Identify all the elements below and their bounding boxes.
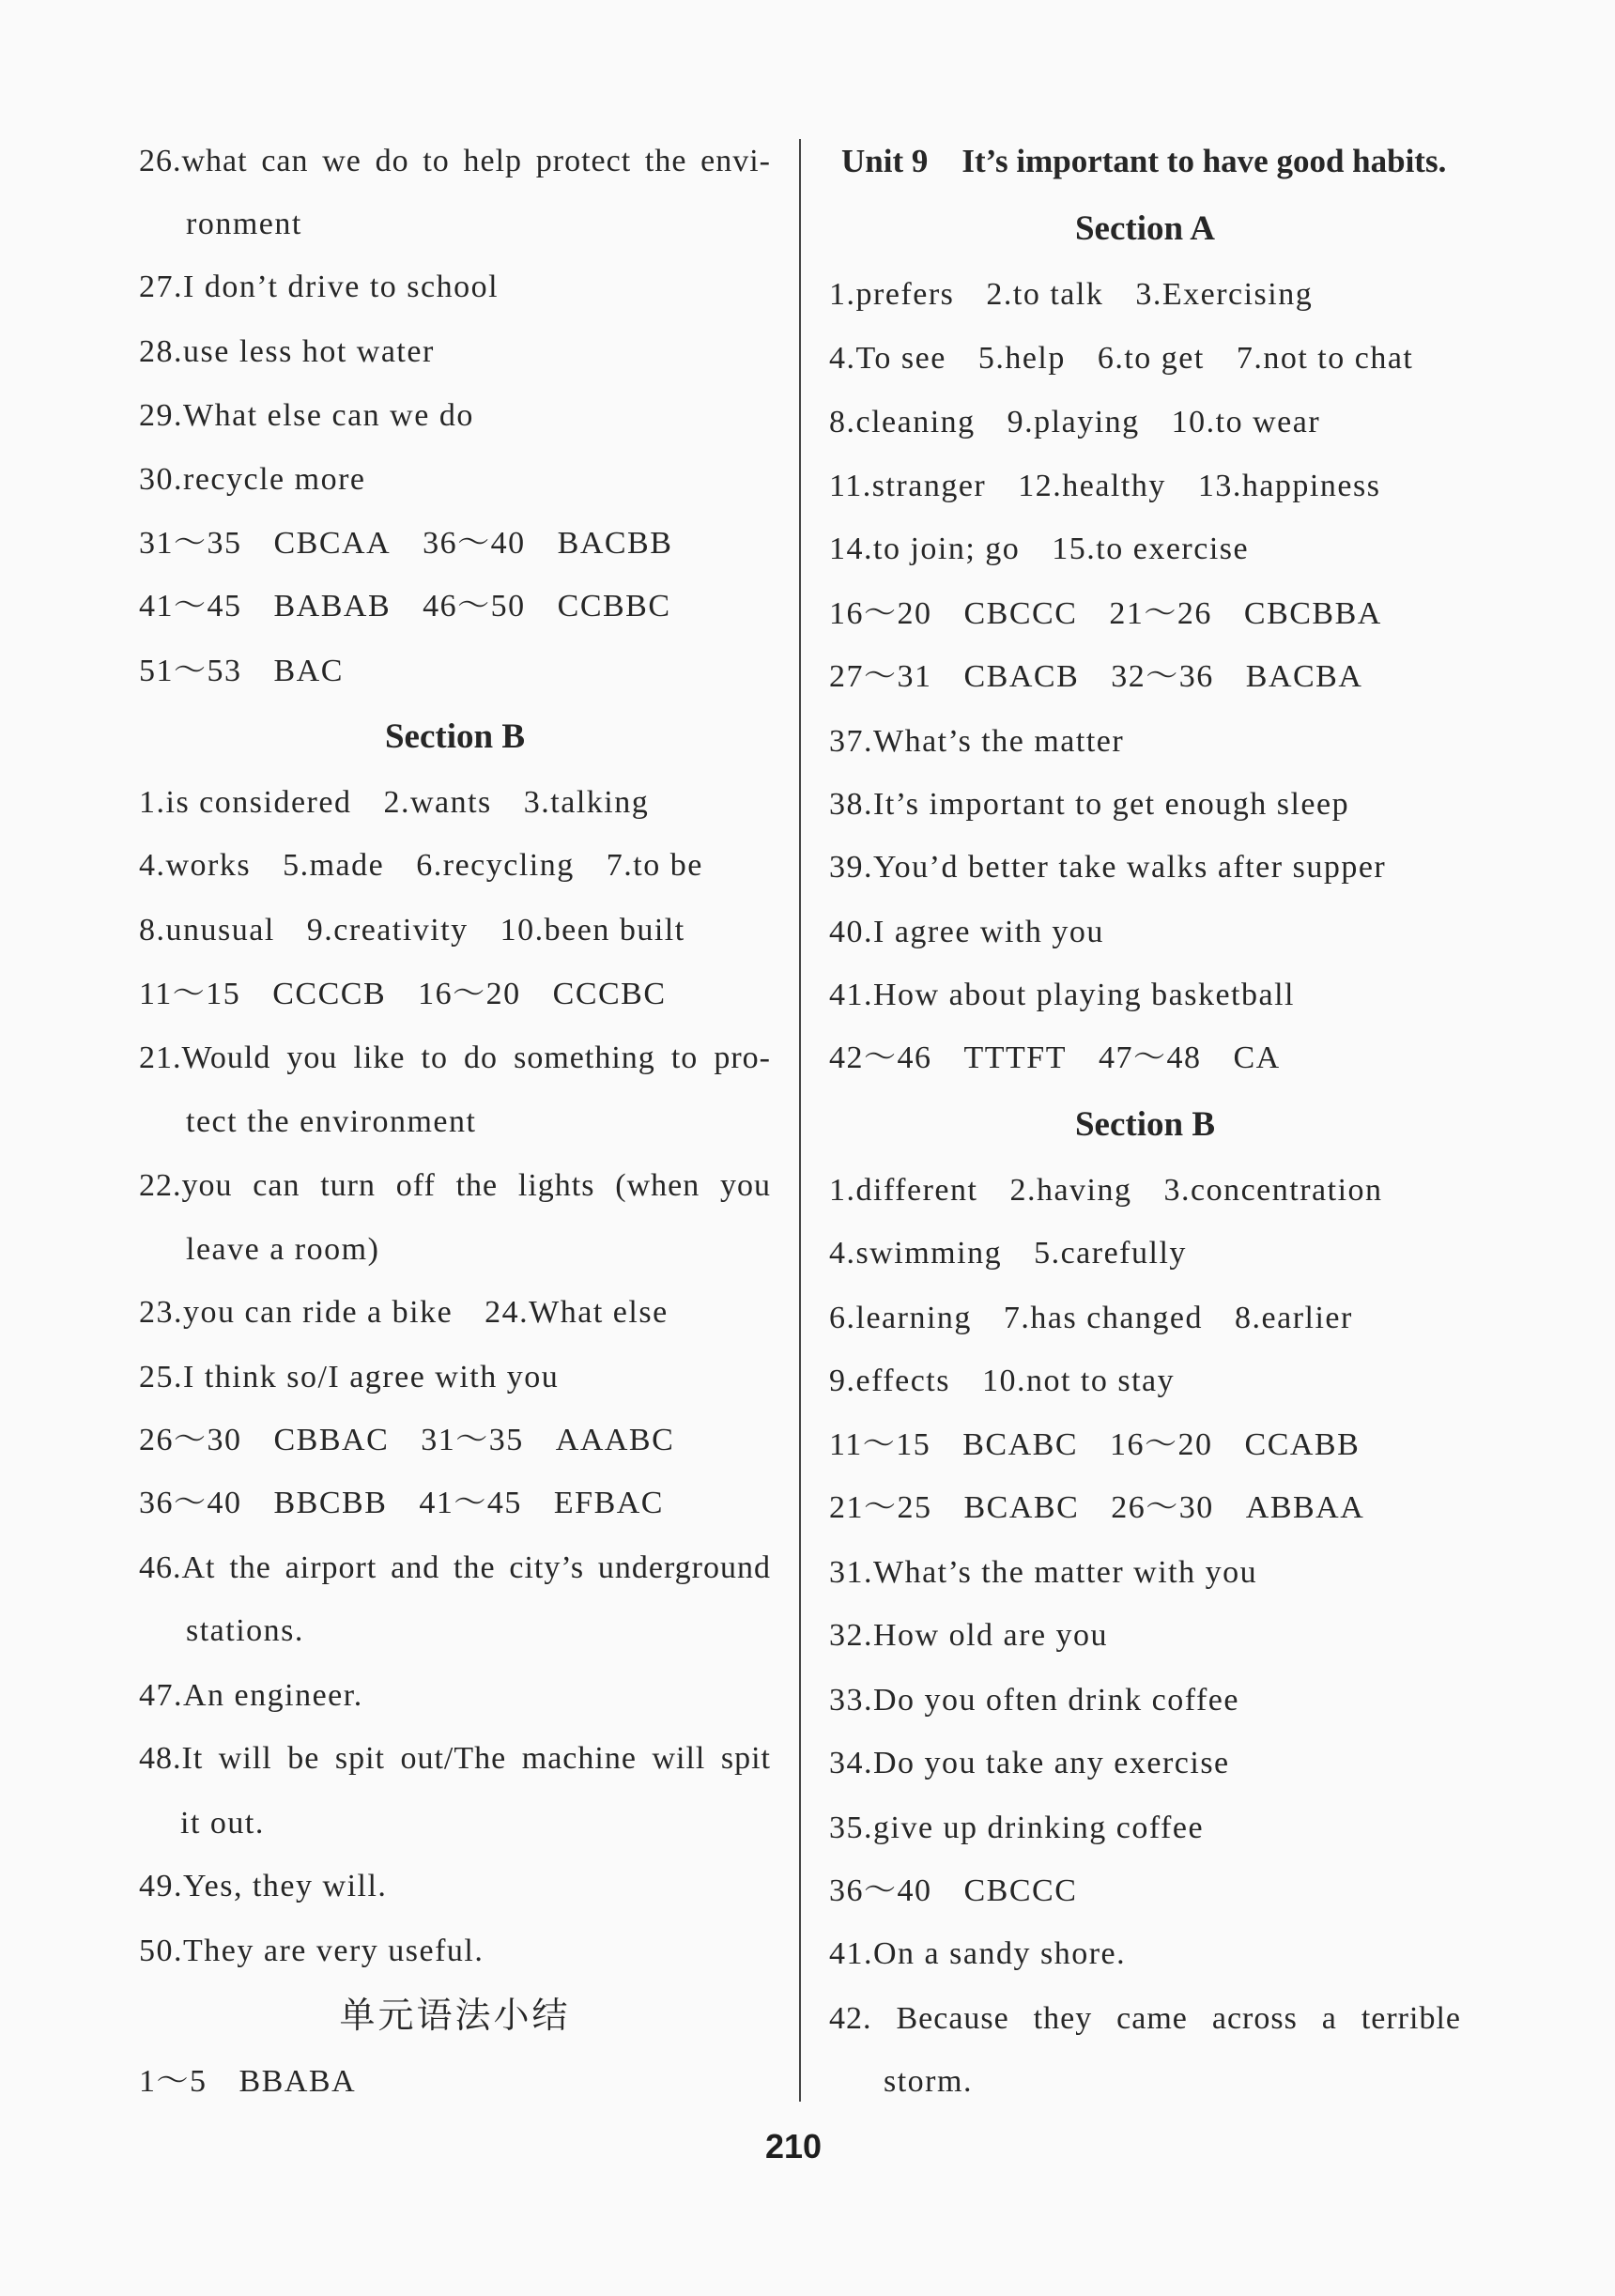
answer-line xyxy=(139,910,685,951)
answer-item: 8.cleaning xyxy=(829,405,976,439)
answer-line xyxy=(829,1998,1461,2040)
answer-item: 1.different xyxy=(829,1173,978,1208)
answer-line xyxy=(139,1738,771,1780)
answer-item: 15.to exercise xyxy=(1052,532,1250,566)
answer-line xyxy=(829,529,1249,570)
answer-item: 11.stranger xyxy=(829,469,987,503)
answer-line xyxy=(829,338,1413,379)
answer-line xyxy=(139,1420,674,1461)
answer-letters: CCABB xyxy=(1244,1427,1361,1462)
question-range: 41～45 xyxy=(419,1486,522,1520)
answer-item: 1.is considered xyxy=(139,785,352,820)
answer-line xyxy=(829,975,1295,1016)
answer-item: 3.Exercising xyxy=(1135,277,1314,312)
answer-letters: CBACB xyxy=(963,659,1080,694)
answer-line xyxy=(139,845,703,886)
answer-item: 9.creativity xyxy=(306,913,469,948)
question-range: 47～48 xyxy=(1098,1040,1202,1075)
answer-item: 9.playing xyxy=(1007,405,1140,439)
answer-line xyxy=(829,784,1349,825)
answer-item: 7.not to chat xyxy=(1236,341,1414,376)
answer-letters: BABAB xyxy=(273,589,392,624)
unit-title-text: It’s important to have good habits. xyxy=(961,143,1447,179)
answer-letters: BAC xyxy=(273,654,344,688)
answer-item: 7.to be xyxy=(606,848,703,883)
answer-line xyxy=(139,974,667,1015)
answer-item: 29.What else can we do xyxy=(139,398,474,433)
question-range: 11～15 xyxy=(139,977,241,1011)
answer-letters: BCABC xyxy=(963,1490,1080,1525)
question-range: 16～20 xyxy=(418,977,521,1011)
answer-line xyxy=(139,523,672,564)
answer-line xyxy=(139,1292,669,1333)
answer-item: 35.give up drinking coffee xyxy=(829,1811,1205,1845)
answer-line xyxy=(186,1102,476,1143)
answer-item: 3.concentration xyxy=(1163,1173,1383,1208)
answer-letters: CBCCC xyxy=(963,1873,1078,1908)
answer-item: ronment xyxy=(186,207,302,241)
answer-item: 10.been built xyxy=(500,913,685,948)
page-number: 210 xyxy=(764,2127,823,2165)
answer-letters: AAABC xyxy=(555,1423,675,1457)
answer-line xyxy=(829,1808,1204,1849)
answer-item: 6.recycling xyxy=(416,848,575,883)
answer-item: 10.not to stay xyxy=(981,1364,1176,1398)
section-heading: Section B xyxy=(1074,1105,1216,1144)
right-column xyxy=(829,0,1461,2296)
answer-item: 41.On a sandy shore. xyxy=(829,1936,1127,1971)
answer-letters: BCABC xyxy=(962,1427,1079,1462)
question-range: 36～40 xyxy=(829,1873,932,1908)
answer-line xyxy=(139,267,499,308)
answer-item: 6.learning xyxy=(829,1301,972,1335)
answer-line xyxy=(829,1298,1353,1339)
answer-line xyxy=(829,1934,1126,1975)
answer-item: 3.talking xyxy=(523,785,650,820)
answer-line xyxy=(829,1871,1077,1912)
answer-line xyxy=(139,586,671,627)
answer-line xyxy=(829,1170,1383,1211)
answer-item: tect the environment xyxy=(186,1104,477,1139)
answer-item: 32.How old are you xyxy=(829,1618,1109,1653)
answer-line xyxy=(829,912,1104,953)
answer-item: 6.to get xyxy=(1097,341,1205,376)
answer-letters: BBABA xyxy=(238,2064,357,2099)
answer-item: 42. Because they came across a terrible xyxy=(829,2001,1461,2036)
answer-letters: CBCAA xyxy=(273,526,392,561)
question-range: 16～20 xyxy=(1110,1427,1213,1462)
question-range: 36～40 xyxy=(423,526,526,561)
answer-item: 4.To see xyxy=(829,341,946,376)
answer-letters: BBCBB xyxy=(273,1486,388,1520)
answer-line xyxy=(829,1680,1239,1721)
answer-letters: BACBA xyxy=(1245,659,1363,694)
answer-line xyxy=(829,1233,1187,1274)
answer-item: 12.healthy xyxy=(1018,469,1166,503)
answer-item: 10.to wear xyxy=(1171,405,1321,439)
answer-line xyxy=(829,1361,1175,1402)
grammar-summary-heading: 单元语法小结 xyxy=(339,1996,571,2036)
answer-line xyxy=(829,466,1380,507)
answer-line xyxy=(829,721,1124,763)
answer-line xyxy=(829,1038,1281,1079)
answer-line xyxy=(829,656,1362,698)
answer-letters: ABBAA xyxy=(1245,1490,1365,1525)
question-range: 31～35 xyxy=(421,1423,524,1457)
left-column xyxy=(139,0,771,2296)
answer-line xyxy=(829,847,1386,888)
answer-item: 2.to talk xyxy=(986,277,1104,312)
answer-item: storm. xyxy=(884,2064,973,2099)
answer-line xyxy=(829,1615,1108,1657)
answer-line xyxy=(829,1743,1230,1784)
answer-letters: CCCBC xyxy=(552,977,667,1011)
answer-letters: CBCCC xyxy=(963,596,1078,631)
answer-item: 50.They are very useful. xyxy=(139,1934,484,1968)
question-range: 42～46 xyxy=(829,1040,932,1075)
answer-line xyxy=(829,274,1313,316)
answer-letters: CA xyxy=(1233,1040,1281,1075)
question-range: 21～25 xyxy=(829,1490,932,1525)
section-heading: Section B xyxy=(384,717,526,756)
answer-line xyxy=(139,1548,771,1589)
answer-item: 13.happiness xyxy=(1197,469,1381,503)
answer-item: 30.recycle more xyxy=(139,462,366,497)
answer-item: 7.has changed xyxy=(1003,1301,1204,1335)
answer-item: 1.prefers xyxy=(829,277,955,312)
answer-line xyxy=(139,331,435,373)
answer-item: 8.unusual xyxy=(139,913,275,948)
answer-item: 8.earlier xyxy=(1235,1301,1353,1335)
answer-item: 27.I don’t drive to school xyxy=(139,270,500,304)
column-divider xyxy=(799,139,801,2102)
answer-item: 28.use less hot water xyxy=(139,334,435,369)
answer-line xyxy=(829,1425,1360,1466)
answer-item: 25.I think so/I agree with you xyxy=(139,1360,560,1395)
answer-line xyxy=(139,1038,771,1079)
answer-letters: CCCCB xyxy=(272,977,387,1011)
question-range: 51～53 xyxy=(139,654,242,688)
answer-item: 31.What’s the matter with you xyxy=(829,1555,1258,1590)
question-range: 31～35 xyxy=(139,526,242,561)
answer-item: 5.help xyxy=(977,341,1066,376)
answer-item: leave a room) xyxy=(186,1232,380,1267)
question-range: 26～30 xyxy=(1111,1490,1214,1525)
answer-item: 4.works xyxy=(139,848,252,883)
question-range: 1～5 xyxy=(139,2064,208,2099)
answer-item: 38.It’s important to get enough sleep xyxy=(829,787,1350,822)
answer-item: 14.to join; go xyxy=(829,532,1021,566)
answer-item: 47.An engineer. xyxy=(139,1678,363,1713)
answer-line xyxy=(139,782,649,824)
answer-line xyxy=(139,1165,771,1207)
question-range: 26～30 xyxy=(139,1423,242,1457)
answer-line xyxy=(829,1552,1257,1594)
answer-item: 40.I agree with you xyxy=(829,915,1104,949)
answer-line xyxy=(139,1483,664,1524)
answer-item: 2.wants xyxy=(383,785,492,820)
question-range: 16～20 xyxy=(829,596,932,631)
question-range: 46～50 xyxy=(423,589,526,624)
answer-line xyxy=(829,1487,1364,1529)
answer-line xyxy=(139,2061,356,2103)
answer-letters: CBCBBA xyxy=(1243,596,1382,631)
answer-item: 39.You’d better take walks after supper xyxy=(829,850,1387,885)
question-range: 21～26 xyxy=(1109,596,1212,631)
section-heading: Section A xyxy=(1074,209,1216,248)
answer-item: 9.effects xyxy=(829,1364,950,1398)
answer-item: 21.Would you like to do something to pro- xyxy=(139,1040,771,1075)
answer-item: 22.you can turn off the lights (when you xyxy=(139,1168,771,1203)
answer-item: 2.having xyxy=(1009,1173,1132,1208)
answer-item: 26.what can we do to help protect the envi- xyxy=(139,144,771,178)
answer-line xyxy=(139,1675,363,1717)
answer-item: 34.Do you take any exercise xyxy=(829,1746,1230,1780)
question-range: 41～45 xyxy=(139,589,242,624)
answer-line xyxy=(139,651,344,692)
answer-item: stations. xyxy=(186,1613,304,1648)
answer-line xyxy=(180,1803,265,1844)
answer-item: it out. xyxy=(180,1806,265,1841)
answer-item: 23.you can ride a bike xyxy=(139,1295,454,1330)
answer-item: 37.What’s the matter xyxy=(829,724,1125,759)
answer-item: 33.Do you often drink coffee xyxy=(829,1683,1239,1718)
answer-item: 24.What else xyxy=(484,1295,669,1330)
question-range: 32～36 xyxy=(1111,659,1214,694)
answer-letters: TTTFT xyxy=(963,1040,1067,1075)
answer-letters: BACBB xyxy=(557,526,673,561)
unit-title xyxy=(841,141,1446,182)
answer-line xyxy=(139,395,474,437)
unit-label: Unit 9 xyxy=(841,143,929,179)
answer-line xyxy=(186,1610,304,1652)
answer-line xyxy=(186,1229,379,1271)
question-range: 36～40 xyxy=(139,1486,242,1520)
answer-line xyxy=(829,402,1320,443)
answer-item: 49.Yes, they will. xyxy=(139,1869,388,1903)
answer-line xyxy=(139,459,366,501)
answer-line xyxy=(139,1866,387,1907)
answer-item: 5.made xyxy=(283,848,385,883)
answer-line xyxy=(186,204,302,245)
question-range: 11～15 xyxy=(829,1427,931,1462)
answer-letters: CBBAC xyxy=(273,1423,390,1457)
answer-item: 46.At the airport and the city’s underground xyxy=(139,1550,771,1585)
answer-item: 5.carefully xyxy=(1034,1236,1187,1271)
answer-line xyxy=(139,141,771,182)
answer-line xyxy=(139,1357,559,1398)
answer-item: 4.swimming xyxy=(829,1236,1003,1271)
answer-item: 48.It will be spit out/The machine will spit xyxy=(139,1741,771,1776)
answer-letters: EFBAC xyxy=(553,1486,664,1520)
question-range: 27～31 xyxy=(829,659,932,694)
answer-letters: CCBBC xyxy=(557,589,671,624)
answer-line xyxy=(884,2061,973,2103)
answer-line xyxy=(139,1931,484,1972)
answer-item: 41.How about playing basketball xyxy=(829,978,1295,1012)
answer-line xyxy=(829,593,1382,635)
